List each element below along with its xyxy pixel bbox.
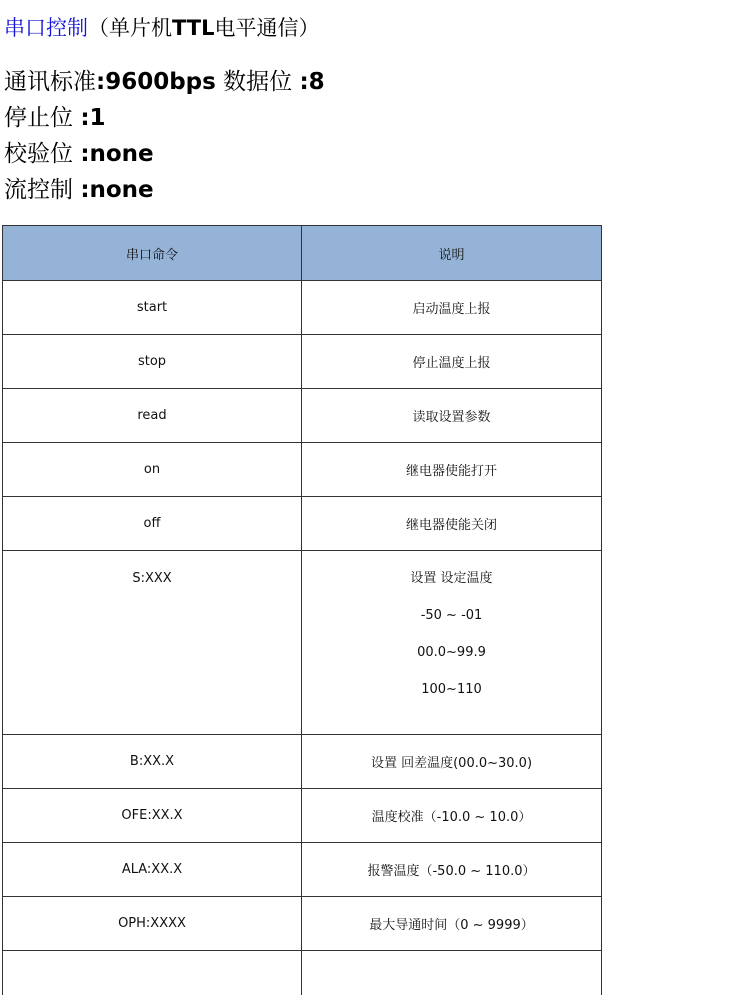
title-suffix: 电平通信） (214, 16, 320, 40)
title-bold-text: TTL (172, 16, 215, 40)
info-label: 校验位 (4, 141, 81, 167)
description-cell: 继电器使能打开 (302, 443, 602, 497)
table-row (3, 443, 602, 497)
description-cell: 停止温度上报 (302, 335, 602, 389)
info-value: :none (80, 141, 154, 167)
command-cell: ALA:XX.X (3, 843, 302, 897)
description-cell: 温度校准（-10.0 ~ 10.0） (302, 789, 602, 843)
command-cell: S:XXX (3, 551, 302, 735)
info-value: :8 (299, 69, 325, 95)
info-line-stop-bits (4, 103, 106, 133)
info-line-flow-control (4, 175, 154, 205)
table-row (3, 551, 602, 735)
table-header-row (3, 226, 602, 281)
table-row (3, 843, 602, 897)
table-row (3, 335, 602, 389)
description-cell: 设置 回差温度(00.0~30.0) (302, 735, 602, 789)
title-blue-text: 串口控制 (4, 16, 88, 40)
table-row (3, 389, 602, 443)
command-cell: start (3, 281, 302, 335)
description-line: 100~110 (421, 682, 482, 697)
command-cell: stop (3, 335, 302, 389)
table-row-empty (3, 951, 602, 995)
page-title (4, 14, 320, 42)
table-row (3, 789, 602, 843)
description-cell: 启动温度上报 (302, 281, 602, 335)
description-line: -50 ~ -01 (420, 608, 483, 623)
command-table (2, 225, 602, 995)
info-value: :none (80, 177, 154, 203)
description-cell (302, 951, 602, 995)
info-value: :1 (80, 105, 106, 131)
command-cell: OPH:XXXX (3, 897, 302, 951)
table-row (3, 281, 602, 335)
info-value: :9600bps (96, 69, 216, 95)
command-cell (3, 951, 302, 995)
description-cell: 报警温度（-50.0 ~ 110.0） (302, 843, 602, 897)
description-line: 00.0~99.9 (417, 645, 486, 660)
info-line-parity (4, 139, 154, 169)
info-label: 停止位 (4, 105, 81, 131)
table-row (3, 735, 602, 789)
description-cell: 读取设置参数 (302, 389, 602, 443)
info-label: 流控制 (4, 177, 81, 203)
command-cell: OFE:XX.X (3, 789, 302, 843)
description-cell (302, 551, 602, 735)
info-label: 通讯标准 (4, 69, 96, 95)
description-cell: 最大导通时间（0 ~ 9999） (302, 897, 602, 951)
table-row (3, 497, 602, 551)
command-cell: on (3, 443, 302, 497)
info-line-baud (4, 67, 325, 97)
description-line: 设置 设定温度 (410, 571, 493, 586)
info-label: 数据位 (215, 69, 300, 95)
header-description: 说明 (302, 226, 602, 281)
command-cell: read (3, 389, 302, 443)
command-cell: off (3, 497, 302, 551)
table-row (3, 897, 602, 951)
title-prefix: （单片机 (88, 16, 172, 40)
description-cell: 继电器使能关闭 (302, 497, 602, 551)
header-command: 串口命令 (3, 226, 302, 281)
command-cell: B:XX.X (3, 735, 302, 789)
